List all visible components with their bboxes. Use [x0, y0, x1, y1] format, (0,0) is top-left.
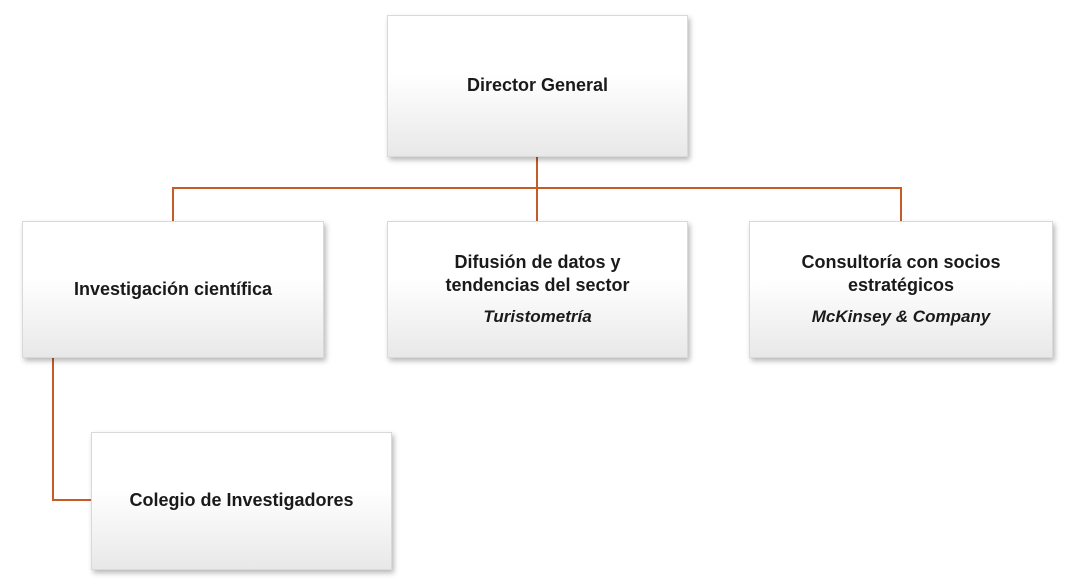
- node-consultoria-socios: [749, 221, 1053, 358]
- node-colegio-de-investigadores-label: Colegio de Investigadores: [129, 490, 354, 511]
- node-investigacion-cientifica-label: Investigación científica: [73, 278, 273, 299]
- node-difusion-de-datos-label: Difusión de datos y tendencias del sector: [445, 252, 630, 296]
- connector-colegio-vertical: [52, 358, 54, 500]
- node-consultoria-socios-sublabel: McKinsey & Company: [811, 307, 991, 327]
- node-difusion-de-datos: [387, 221, 688, 358]
- connector-colegio-horizontal: [52, 499, 91, 501]
- node-investigacion-cientifica: [22, 221, 324, 358]
- connector-drop-difusion: [536, 187, 538, 221]
- connector-drop-investigacion: [172, 187, 174, 221]
- node-director-general-label: Director General: [466, 75, 609, 96]
- node-consultoria-socios-label: Consultoría con socios estratégicos: [801, 252, 1001, 296]
- connector-director-stub: [536, 157, 538, 188]
- connector-drop-consultoria: [900, 187, 902, 221]
- node-difusion-de-datos-sublabel: Turistometría: [483, 307, 592, 327]
- node-director-general: [387, 15, 688, 157]
- node-colegio-de-investigadores: [91, 432, 392, 570]
